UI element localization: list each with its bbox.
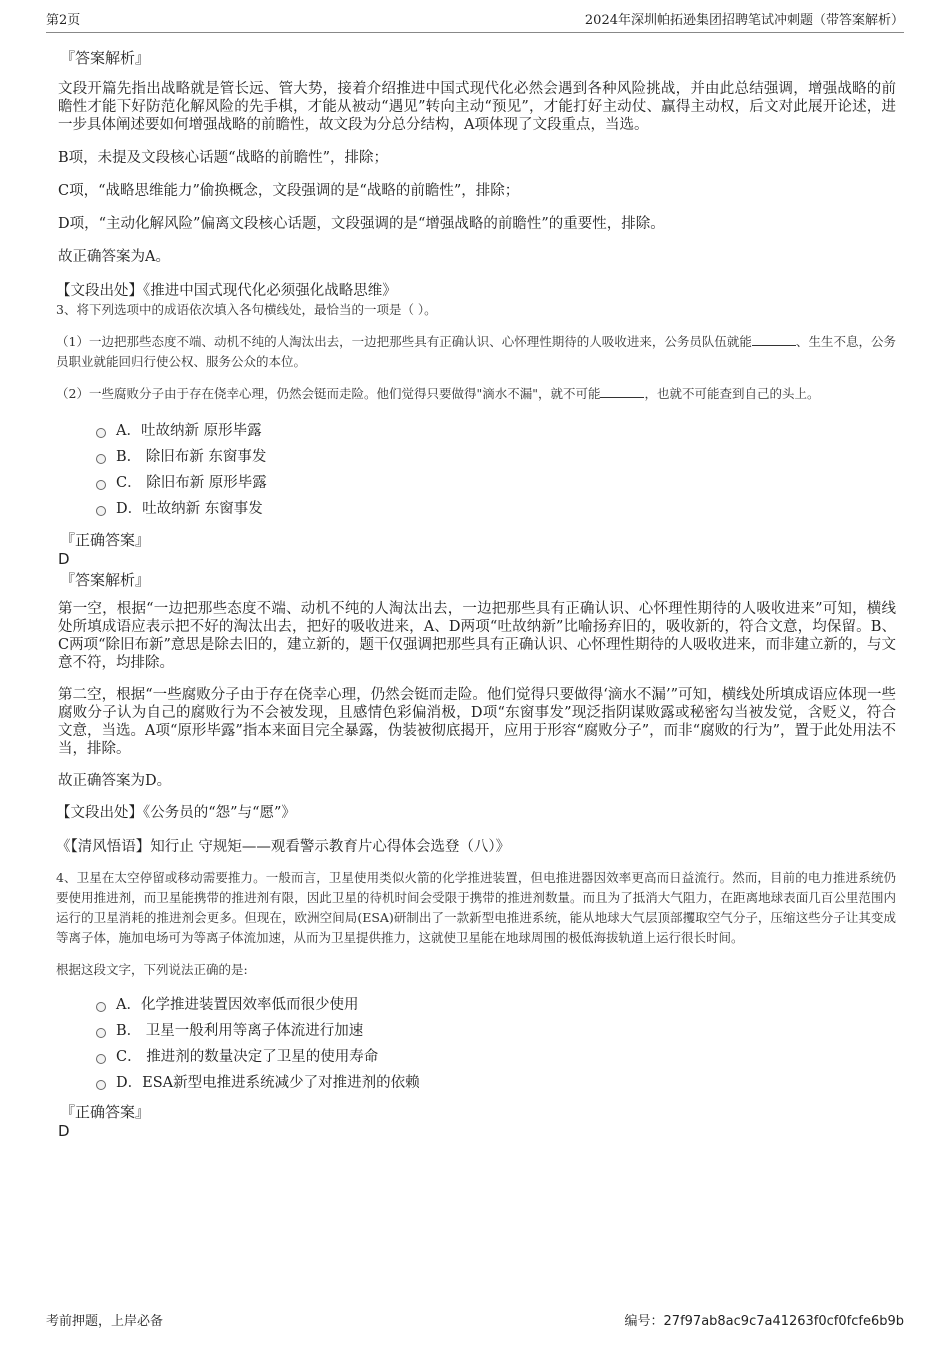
radio-button-icon[interactable] <box>96 454 106 464</box>
question-3-sentence-2 <box>56 384 896 404</box>
option-c[interactable] <box>96 1044 896 1070</box>
question-3-options <box>56 418 896 522</box>
analysis-tag: 『答案解析』 <box>60 49 151 67</box>
option-label: C． 除旧布新 原形毕露 <box>116 475 267 491</box>
document-title: 2024年深圳帕拓逊集团招聘笔试冲刺题（带答案解析） <box>584 13 904 28</box>
option-a[interactable] <box>96 418 896 444</box>
radio-button-icon[interactable] <box>96 480 106 490</box>
analysis-paragraph: D项，“主动化解风险”偏离文段核心话题，文段强调的是“增强战略的前瞻性”的重要性，排除。 <box>58 216 665 232</box>
option-label: D．ESA新型电推进系统减少了对推进剂的依赖 <box>116 1075 420 1091</box>
option-label: B． 卫星一般利用等离子体流进行加速 <box>116 1023 364 1039</box>
option-label: C． 推进剂的数量决定了卫星的使用寿命 <box>116 1049 379 1065</box>
option-d[interactable] <box>96 1070 896 1096</box>
radio-button-icon[interactable] <box>96 1002 106 1012</box>
sentence-text: ，也就不可能查到自己的头上。 <box>644 386 820 401</box>
question-3-sentence-1 <box>56 332 896 372</box>
page-number: 第2页 <box>46 13 81 28</box>
question-4-options <box>56 992 896 1096</box>
code-label: 编号： <box>624 1314 664 1329</box>
analysis-paragraph: 故正确答案为D。 <box>58 773 172 789</box>
source-citation: 【文段出处】《推进中国式现代化必须强化战略思维》 <box>56 283 397 299</box>
radio-button-icon[interactable] <box>96 1054 106 1064</box>
related-article-link[interactable]: 《【清风悟语】知行止 守规矩——观看警示教育片心得体会选登（八）》 <box>56 839 511 855</box>
option-label: A．吐故纳新 原形毕露 <box>116 423 262 439</box>
option-a[interactable] <box>96 992 896 1018</box>
option-b[interactable] <box>96 444 896 470</box>
analysis-paragraph: B项，未提及文段核心话题“战略的前瞻性”，排除； <box>58 150 388 166</box>
sentence-text: （1）一边把那些态度不端、动机不纯的人淘汰出去，一边把那些具有正确认识、心怀理性期待的人吸收进来，公务员队伍就能 <box>56 334 752 349</box>
sentence-text: 、生生不息，公务员职业就能回归行使公权、服务公众的本位。 <box>56 334 896 369</box>
footer-slogan: 考前押题，上岸必备 <box>46 1314 164 1329</box>
analysis-paragraph: C项，“战略思维能力”偷换概念，文段强调的是“战略的前瞻性”，排除； <box>58 183 520 199</box>
fill-blank <box>752 333 796 346</box>
analysis-tag: 『答案解析』 <box>60 571 151 589</box>
radio-button-icon[interactable] <box>96 506 106 516</box>
radio-button-icon[interactable] <box>96 1028 106 1038</box>
option-d[interactable] <box>96 496 896 522</box>
source-citation: 【文段出处】《公务员的“怨”与“愿”》 <box>56 805 296 821</box>
question-4-prompt: 根据这段文字，下列说法正确的是: <box>56 962 248 977</box>
correct-answer: D <box>58 550 70 568</box>
option-label: A．化学推进装置因效率低而很少使用 <box>116 997 359 1013</box>
analysis-paragraph: 文段开篇先指出战略就是管长远、管大势，接着介绍推进中国式现代化必然会遇到各种风险挑战，并由此总结强调，增强战略的前瞻性才能下好防范化解风险的先手棋，才能从被动“遇见”转向主动“预见”，才能打好主动仗、赢得主动权，后文对此展开论述，进一步具体阐述要如何增强战略的前瞻性，故文段为分总分结构，A项体现了文段重点，当选。 <box>58 81 896 133</box>
correct-answer: D <box>58 1122 70 1140</box>
analysis-paragraph: 故正确答案为A。 <box>58 249 170 265</box>
document-code <box>625 1312 904 1332</box>
correct-answer-tag: 『正确答案』 <box>60 531 151 549</box>
option-c[interactable] <box>96 470 896 496</box>
page-footer <box>46 1312 904 1332</box>
question-4-stem: 4、卫星在太空停留或移动需要推力。一般而言，卫星使用类似火箭的化学推进装置，但电推进器因效率更高而日益流行。然而，目前的电力推进系统仍要使用推进剂，而卫星能携带的推进剂有限，因此卫星的待机时间会受限于携带的推进剂数量。而且为了抵消大气阻力，在距离地球表面几百公里范围内运行的卫星消耗的推进剂会更多。但现在，欧洲空间局(ESA)研制出了一款新型电推进系统，能从地球大气层顶部攫取空气分子，压缩这些分子让其变成等离子体，施加电场可为等离子体流加速，从而为卫星提供推力，这就使卫星能在地球周围的极低海拔轨道上运行很长时间。 <box>56 870 896 945</box>
radio-button-icon[interactable] <box>96 428 106 438</box>
option-label: D．吐故纳新 东窗事发 <box>116 501 263 517</box>
analysis-paragraph: 第一空，根据“一边把那些态度不端、动机不纯的人淘汰出去，一边把那些具有正确认识、心怀理性期待的人吸收进来”可知，横线处所填成语应表示把不好的淘汰出去，把好的吸收进来，A、D两项“吐故纳新”比喻扬弃旧的，吸收新的，符合文意，均保留。B、C两项“除旧布新”意思是除去旧的，建立新的，题干仅强调把那些具有正确认识、心怀理性期待的人吸收进来，而非建立新的，与文意不符，均排除。 <box>58 601 896 671</box>
option-label: B． 除旧布新 东窗事发 <box>116 449 267 465</box>
option-b[interactable] <box>96 1018 896 1044</box>
fill-blank <box>600 385 644 398</box>
sentence-text: （2）一些腐败分子由于存在侥幸心理，仍然会铤而走险。他们觉得只要做得"滴水不漏"，就不可能 <box>56 386 601 401</box>
radio-button-icon[interactable] <box>96 1080 106 1090</box>
question-3-stem: 3、将下列选项中的成语依次填入各句横线处，最恰当的一项是（ ）。 <box>56 302 437 317</box>
main-content <box>56 44 896 1140</box>
code-value: 27f97ab8ac9c7a41263f0cf0fcfe6b9b <box>663 1314 904 1329</box>
analysis-paragraph: 第二空，根据“一些腐败分子由于存在侥幸心理，仍然会铤而走险。他们觉得只要做得‘滴水不漏’”可知，横线处所填成语应体现一些腐败分子认为自己的腐败行为不会被发现，且感情色彩偏消极，D项“东窗事发”现泛指阴谋败露或秘密勾当被发觉，含贬义，符合文意，当选。A项“原形毕露”指本来面目完全暴露，伪装被彻底揭开，应用于形容“腐败分子”，而非“腐败的行为”，置于此处用法不当，排除。 <box>58 687 896 757</box>
page-header <box>46 10 904 33</box>
correct-answer-tag: 『正确答案』 <box>60 1103 151 1121</box>
